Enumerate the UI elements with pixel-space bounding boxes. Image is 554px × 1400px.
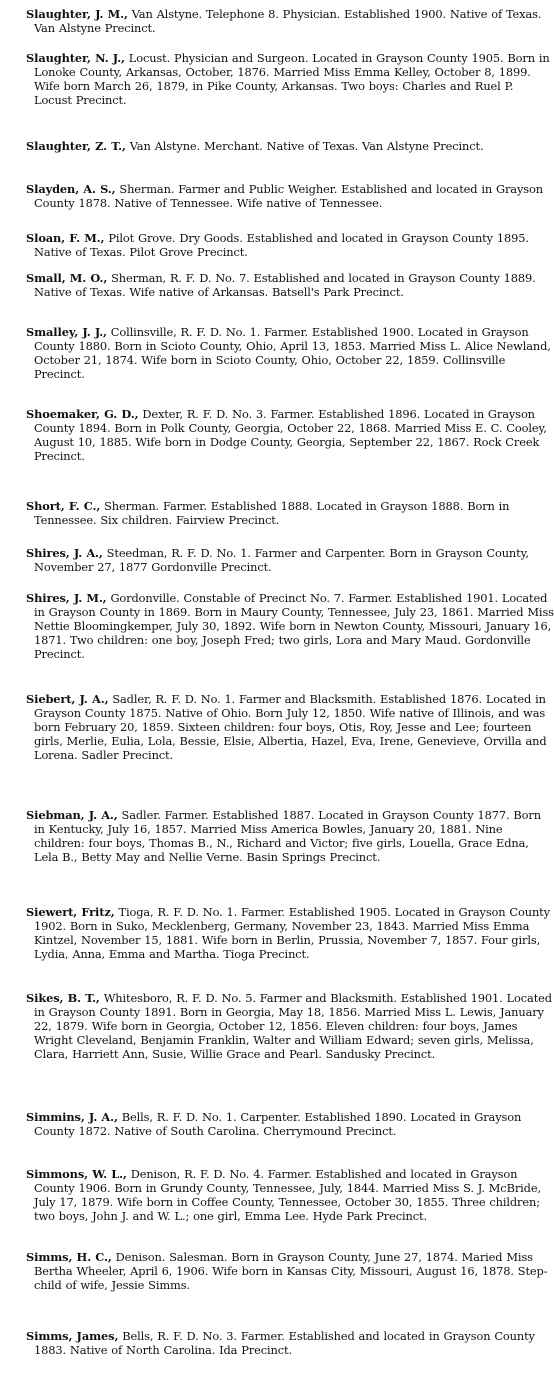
entry-text: Sadler. Farmer. Established 1887. Located in Grayson County 1877. Born in Kentucky, July 16, 1857. Married Miss America Bowles, January 20, 1881. Nine children: four boys, Thomas B., N., Richard and Victor; five girls, Louella, Grace Edna, Lela B., Betty May and Nellie Verne. Basin Springs Precinct. — [34, 808, 541, 864]
entry-name: Simmons, W. L., — [26, 1167, 127, 1181]
entry — [26, 992, 554, 1062]
entry-name: Smalley, J. J., — [26, 325, 107, 339]
entry-text: Whitesboro, R. F. D. No. 5. Farmer and Blacksmith. Established 1901. Located in Grayson County 1891. Born in Georgia, May 18, 1856. Married Miss L. Lewis, January 22, 1879. Wife born in Georgia, October 12, 1856. Eleven children: four boys, James Wright Cleveland, Benjamin Franklin, Walter and William Edward; seven girls, Melissa, Clara, Harriett Ann, Susie, Willie Grace and Pearl. Sandusky Precinct. — [34, 991, 552, 1061]
entry-text: Collinsville, R. F. D. No. 1. Farmer. Established 1900. Located in Grayson County 1880. Born in Scioto County, Ohio, April 13, 1853. Married Miss L. Alice Newland, October 21, 1874. Wife born in Scioto County, Ohio, October 22, 1859. Collinsville Precinct. — [34, 325, 551, 381]
entry-name: Slaughter, J. M., — [26, 7, 128, 21]
entry-name: Shoemaker, G. D., — [26, 407, 139, 421]
entry — [26, 183, 554, 211]
entry-text: Pilot Grove. Dry Goods. Established and located in Grayson County 1895. Native of Texas. Pilot Grove Precinct. — [34, 231, 529, 259]
entry — [26, 547, 554, 575]
entry-text: Van Alstyne. Merchant. Native of Texas. Van Alstyne Precinct. — [129, 139, 484, 153]
entry-name: Slaughter, Z. T., — [26, 139, 126, 153]
entry — [26, 8, 554, 36]
entry-text: Sadler, R. F. D. No. 1. Farmer and Blacksmith. Established 1876. Located in Grayson County 1875. Native of Ohio. Born July 12, 1850. Wife native of Illinois, and was born February 20, 1859. Sixteen children: four boys, Otis, Roy, Jesse and Lee; fourteen girls, Merlie, Eulia, Lola, Bessie, Elsie, Albertia, Hazel, Eva, Irene, Genevieve, Orvilla and Lorena. Sadler Precinct. — [34, 692, 547, 762]
entry-name: Siebman, J. A., — [26, 808, 118, 822]
entry-text: Gordonville. Constable of Precinct No. 7. Farmer. Established 1901. Located in Grayson County in 1869. Born in Maury County, Tennessee, July 23, 1861. Married Miss Nettie Bloomingkemper, July 30, 1892. Wife born in Newton County, Missouri, January 16, 1871. Two children: one boy, Joseph Fred; two girls, Lora and Mary Maud. Gordonville Precinct. — [34, 591, 554, 661]
entry — [26, 693, 554, 763]
entry — [26, 592, 554, 662]
entry — [26, 1330, 554, 1358]
entry — [26, 906, 554, 962]
entry-name: Slayden, A. S., — [26, 182, 116, 196]
entry-name: Sikes, B. T., — [26, 991, 100, 1005]
entry — [26, 500, 554, 528]
entry-name: Shires, J. M., — [26, 591, 107, 605]
entry — [26, 272, 554, 300]
entry-text: Sherman. Farmer and Public Weigher. Established and located in Grayson County 1878. Native of Tennessee. Wife native of Tennessee. — [34, 182, 543, 210]
entry-text: Locust. Physician and Surgeon. Located in Grayson County 1905. Born in Lonoke County, Arkansas, October, 1876. Married Miss Emma Kelley, October 8, 1899. Wife born March 26, 1879, in Pike County, Arkansas. Two boys: Charles and Ruel P. Locust Precinct. — [34, 51, 550, 107]
entry — [26, 809, 554, 865]
entry — [26, 1111, 554, 1139]
entry-name: Siewert, Fritz, — [26, 905, 115, 919]
entry-text: Steedman, R. F. D. No. 1. Farmer and Carpenter. Born in Grayson County, November 27, 1877 Gordonville Precinct. — [34, 546, 529, 574]
entry-text: Bells, R. F. D. No. 3. Farmer. Established and located in Grayson County 1883. Native of North Carolina. Ida Precinct. — [34, 1329, 535, 1357]
entry — [26, 52, 554, 108]
entry — [26, 1251, 554, 1293]
entry-name: Simms, James, — [26, 1329, 119, 1343]
entry — [26, 408, 554, 464]
entry — [26, 140, 554, 154]
entry-text: Sherman. Farmer. Established 1888. Located in Grayson 1888. Born in Tennessee. Six children. Fairview Precinct. — [34, 499, 510, 527]
entry-name: Simms, H. C., — [26, 1250, 112, 1264]
entry — [26, 1168, 554, 1224]
entry-name: Sloan, F. M., — [26, 231, 105, 245]
entry-text: Van Alstyne. Telephone 8. Physician. Established 1900. Native of Texas. Van Alstyne Precinct. — [34, 7, 542, 35]
entry-text: Denison. Salesman. Born in Grayson County, June 27, 1874. Maried Miss Bertha Wheeler, April 6, 1906. Wife born in Kansas City, Missouri, August 16, 1878. Step-child of wife, Jessie Simms. — [34, 1250, 548, 1292]
entry-text: Sherman, R. F. D. No. 7. Established and located in Grayson County 1889. Native of Texas. Wife native of Arkansas. Batsell's Park Precinct. — [34, 271, 536, 299]
entry-name: Shires, J. A., — [26, 546, 103, 560]
entry-text: Tioga, R. F. D. No. 1. Farmer. Established 1905. Located in Grayson County 1902. Born in Suko, Mecklenberg, Germany, November 23, 1843. Married Miss Emma Kintzel, November 15, 1881. Wife born in Berlin, Prussia, November 7, 1857. Four girls, Lydia, Anna, Emma and Martha. Tioga Precinct. — [34, 905, 550, 961]
entry-text: Denison, R. F. D. No. 4. Farmer. Established and located in Grayson County 1906. Born in Grundy County, Tennessee, July, 1844. Married Miss S. J. McBride, July 17, 1879. Wife born in Coffee County, Tennessee, October 30, 1855. Three children; two boys, John J. and W. L.; one girl, Emma Lee. Hyde Park Precinct. — [34, 1167, 541, 1223]
entry-name: Small, M. O., — [26, 271, 108, 285]
entry — [26, 232, 554, 260]
entry-name: Slaughter, N. J., — [26, 51, 125, 65]
entry-name: Siebert, J. A., — [26, 692, 109, 706]
entry-name: Short, F. C., — [26, 499, 101, 513]
entry-text: Bells, R. F. D. No. 1. Carpenter. Established 1890. Located in Grayson County 1872. Native of South Carolina. Cherrymound Precinct. — [34, 1110, 522, 1138]
entry — [26, 326, 554, 382]
entry-text: Dexter, R. F. D. No. 3. Farmer. Established 1896. Located in Grayson County 1894. Born in Polk County, Georgia, October 22, 1868. Married Miss E. C. Cooley, August 10, 1885. Wife born in Dodge County, Georgia, September 22, 1867. Rock Creek Precinct. — [34, 407, 547, 463]
entry-name: Simmins, J. A., — [26, 1110, 118, 1124]
